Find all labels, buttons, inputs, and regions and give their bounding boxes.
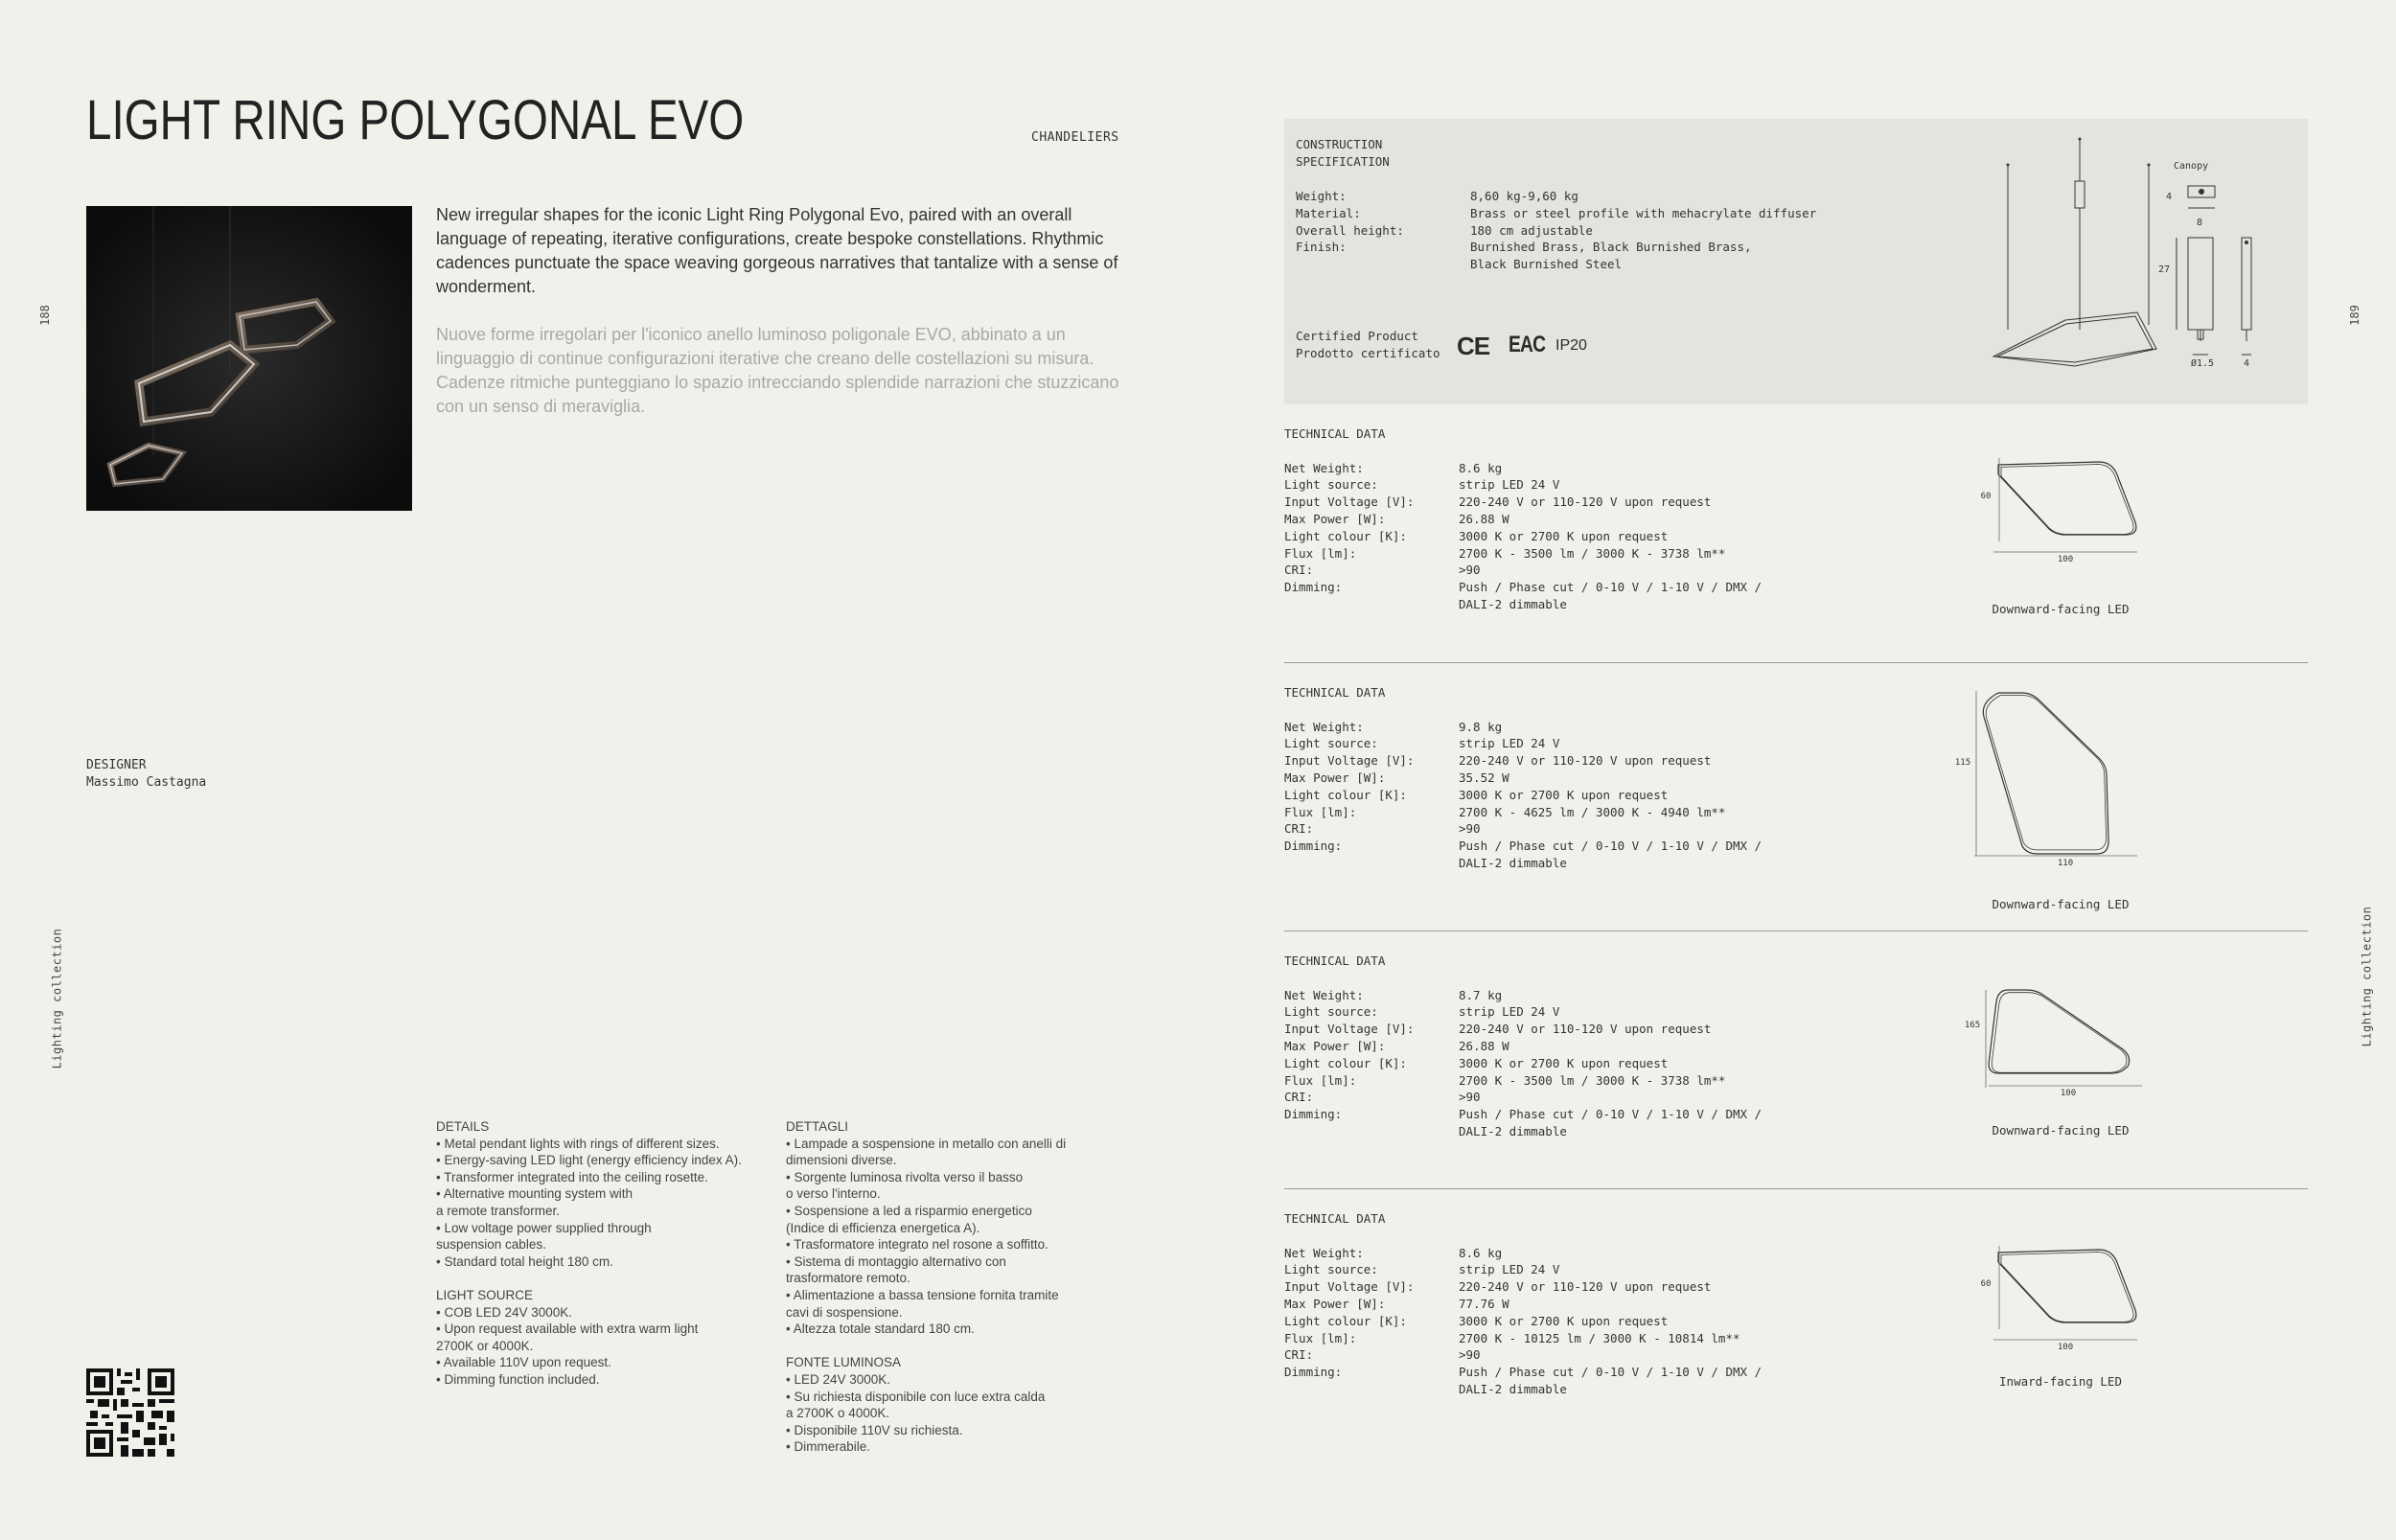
fonte-heading: FONTE LUMINOSA xyxy=(786,1355,902,1370)
technical-data-block xyxy=(1284,425,1955,613)
page-number-right: 189 xyxy=(2347,305,2361,326)
dettagli-line: o verso l'interno. xyxy=(786,1186,881,1202)
tech-row: Light colour [K]: 3000 K or 2700 K upon request xyxy=(1284,528,1669,543)
dettagli-line: (Indice di efficienza energetica A). xyxy=(786,1220,980,1235)
tech-row: Input Voltage [V]: 220-240 V or 110-120 V upon request xyxy=(1284,1279,1712,1295)
tech-row: Light source: strip LED 24 V xyxy=(1284,477,1560,493)
certified-label: Certified Product Prodotto certificato xyxy=(1296,329,1440,360)
details-it xyxy=(786,1118,1131,1456)
light-source-line: • Dimming function included. xyxy=(436,1371,600,1387)
details-line: • Transformer integrated into the ceiling rosette. xyxy=(436,1169,708,1184)
spec-row: Finish: Burnished Brass, Black Burnished Brass, xyxy=(1296,240,1752,255)
details-line: • Alternative mounting system with xyxy=(436,1186,634,1202)
dimension-width: 100 xyxy=(2057,1343,2074,1352)
tech-row: Light colour [K]: 3000 K or 2700 K upon request xyxy=(1284,1055,1669,1070)
fonte-line: a 2700K o 4000K. xyxy=(786,1406,890,1421)
ip-rating: IP20 xyxy=(1555,337,1587,354)
ce-mark-icon: CE xyxy=(1457,332,1490,360)
designer-label: DESIGNER xyxy=(86,758,147,772)
technical-data-heading: TECHNICAL DATA xyxy=(1284,685,1386,700)
technical-data-block xyxy=(1284,684,1955,872)
tech-row: Net Weight: 8.6 kg xyxy=(1284,1245,1503,1260)
tech-row: Flux [lm]: 2700 K - 10125 lm / 3000 K - 10814 lm** xyxy=(1284,1330,1740,1345)
details-heading: DETAILS xyxy=(436,1119,490,1134)
tech-row: Dimming: Push / Phase cut / 0-10 V / 1-10 V / DMX / xyxy=(1284,1107,1762,1122)
dimension-height: 60 xyxy=(1980,1279,1992,1289)
tech-row: Max Power [W]: 35.52 W xyxy=(1284,770,1509,785)
drawing-caption: Downward-facing LED xyxy=(1992,602,2130,616)
details-line: • Standard total height 180 cm. xyxy=(436,1253,613,1269)
light-source-line: • COB LED 24V 3000K. xyxy=(436,1304,573,1320)
dettagli-line: trasformatore remoto. xyxy=(786,1271,910,1286)
construction-heading: CONSTRUCTION SPECIFICATION xyxy=(1296,137,1390,169)
dimension-height: 165 xyxy=(1964,1021,1981,1030)
eac-mark-icon: EAC xyxy=(1509,332,1546,357)
tech-row: CRI: >90 xyxy=(1284,821,1481,837)
dettagli-line: dimensioni diverse. xyxy=(786,1153,897,1168)
pendant-drawing xyxy=(1984,138,2176,397)
tech-row: Dimming: Push / Phase cut / 0-10 V / 1-10 V / DMX / xyxy=(1284,839,1762,854)
details-line: • Low voltage power supplied through xyxy=(436,1220,652,1235)
dettagli-line: • Sistema di montaggio alternativo con xyxy=(786,1253,1006,1269)
category-label: CHANDELIERS xyxy=(1031,130,1119,145)
tech-row: DALI-2 dimmable xyxy=(1459,1381,1567,1396)
page-number-left: 188 xyxy=(37,305,52,326)
tech-row: Flux [lm]: 2700 K - 3500 lm / 3000 K - 3738 lm** xyxy=(1284,1072,1726,1088)
tech-row: Net Weight: 8.6 kg xyxy=(1284,460,1503,475)
dettagli-line: • Sospensione a led a risparmio energetico xyxy=(786,1203,1032,1218)
page-title: LIGHT RING POLYGONAL EVO xyxy=(86,89,745,151)
tech-row: DALI-2 dimmable xyxy=(1459,855,1567,870)
tech-row: Flux [lm]: 2700 K - 4625 lm / 3000 K - 4940 lm** xyxy=(1284,804,1726,819)
construction-rows xyxy=(1296,188,1871,273)
technical-data-heading: TECHNICAL DATA xyxy=(1284,1211,1386,1226)
tech-row: Light source: strip LED 24 V xyxy=(1284,736,1560,751)
tech-row: Light colour [K]: 3000 K or 2700 K upon request xyxy=(1284,1313,1669,1328)
drawing-caption: Inward-facing LED xyxy=(1999,1374,2122,1389)
dettagli-heading: DETTAGLI xyxy=(786,1119,849,1134)
canopy-dim: Ø1.5 xyxy=(2191,358,2215,369)
canopy-dim: 4 xyxy=(2166,192,2173,202)
designer-name: Massimo Castagna xyxy=(86,775,207,790)
ring-shape-drawing xyxy=(1974,450,2147,570)
tech-row: Light source: strip LED 24 V xyxy=(1284,1004,1560,1020)
tech-row: Net Weight: 9.8 kg xyxy=(1284,719,1503,734)
tech-row: CRI: >90 xyxy=(1284,1090,1481,1105)
details-line: a remote transformer. xyxy=(436,1203,561,1218)
qr-code[interactable] xyxy=(86,1368,174,1457)
section-divider xyxy=(1284,662,2308,663)
ring-shape-drawing xyxy=(1974,1238,2147,1358)
details-en xyxy=(436,1118,772,1389)
dimension-width: 110 xyxy=(2057,859,2074,868)
ring-shape-drawing xyxy=(1955,683,2147,885)
tech-row: DALI-2 dimmable xyxy=(1459,596,1567,611)
technical-data-block xyxy=(1284,1210,1955,1398)
dimension-width: 100 xyxy=(2060,1089,2077,1098)
light-source-line: • Available 110V upon request. xyxy=(436,1355,611,1370)
spec-row: Weight: 8,60 kg-9,60 kg xyxy=(1296,189,1578,203)
side-label-left: Lighting collection xyxy=(50,928,64,1069)
light-source-line: 2700K or 4000K. xyxy=(436,1338,534,1353)
spec-row: Material: Brass or steel profile with mehacrylate diffuser xyxy=(1296,205,1817,220)
canopy-drawing xyxy=(2161,176,2295,397)
tech-row: Net Weight: 8.7 kg xyxy=(1284,987,1503,1002)
technical-data-heading: TECHNICAL DATA xyxy=(1284,954,1386,968)
tech-row: Dimming: Push / Phase cut / 0-10 V / 1-10 V / DMX / xyxy=(1284,580,1762,595)
spec-row: Black Burnished Steel xyxy=(1470,257,1623,272)
details-line: • Energy-saving LED light (energy efficiency index A). xyxy=(436,1153,742,1168)
tech-row: Flux [lm]: 2700 K - 3500 lm / 3000 K - 3738 lm** xyxy=(1284,545,1726,561)
tech-row: CRI: >90 xyxy=(1284,1347,1481,1363)
intro-text-en: New irregular shapes for the iconic Light Ring Polygonal Evo, paired with an overall language of repeating, iterative configurations, create bespoke constellations. Rhythmic cadences punctuate the space weaving gorgeous narratives that tantalize with a sense of wonderment. xyxy=(436,205,1118,296)
dettagli-line: • Altezza totale standard 180 cm. xyxy=(786,1322,975,1337)
dettagli-line: • Trasformatore integrato nel rosone a soffitto. xyxy=(786,1237,1048,1253)
tech-row: Light source: strip LED 24 V xyxy=(1284,1262,1560,1277)
drawing-caption: Downward-facing LED xyxy=(1992,897,2130,911)
tech-row: DALI-2 dimmable xyxy=(1459,1123,1567,1138)
dimension-width: 100 xyxy=(2057,555,2074,564)
section-divider xyxy=(1284,1188,2308,1189)
dettagli-line: cavi di sospensione. xyxy=(786,1304,903,1320)
drawing-caption: Downward-facing LED xyxy=(1992,1123,2130,1138)
designer-block xyxy=(86,757,206,792)
canopy-dim: 4 xyxy=(2244,358,2250,369)
spec-row: Overall height: 180 cm adjustable xyxy=(1296,222,1593,238)
side-label-right: Lighting collection xyxy=(2360,906,2374,1047)
light-source-heading: LIGHT SOURCE xyxy=(436,1287,534,1302)
fonte-line: • LED 24V 3000K. xyxy=(786,1371,891,1387)
product-photo xyxy=(86,206,412,511)
dettagli-line: • Lampade a sospensione in metallo con anelli di xyxy=(786,1136,1067,1151)
dimension-height: 60 xyxy=(1980,492,1992,501)
tech-row: Light colour [K]: 3000 K or 2700 K upon request xyxy=(1284,787,1669,802)
ring-shape-drawing xyxy=(1964,982,2152,1116)
fonte-line: • Su richiesta disponibile con luce extra calda xyxy=(786,1389,1046,1404)
tech-row: Max Power [W]: 77.76 W xyxy=(1284,1296,1509,1311)
tech-row: Dimming: Push / Phase cut / 0-10 V / 1-10 V / DMX / xyxy=(1284,1365,1762,1380)
technical-data-heading: TECHNICAL DATA xyxy=(1284,426,1386,441)
dettagli-line: • Alimentazione a bassa tensione fornita tramite xyxy=(786,1287,1059,1302)
tech-row: Max Power [W]: 26.88 W xyxy=(1284,511,1509,526)
dimension-height: 115 xyxy=(1954,758,1971,768)
details-line: suspension cables. xyxy=(436,1237,546,1253)
tech-row: Input Voltage [V]: 220-240 V or 110-120 V upon request xyxy=(1284,753,1712,769)
canopy-dim: 27 xyxy=(2158,264,2171,275)
dettagli-line: • Sorgente luminosa rivolta verso il basso xyxy=(786,1169,1024,1184)
tech-row: Input Voltage [V]: 220-240 V or 110-120 V upon request xyxy=(1284,494,1712,510)
light-source-line: • Upon request available with extra warm light xyxy=(436,1322,699,1337)
tech-row: Input Voltage [V]: 220-240 V or 110-120 V upon request xyxy=(1284,1022,1712,1037)
fonte-line: • Dimmerabile. xyxy=(786,1439,870,1455)
details-line: • Metal pendant lights with rings of different sizes. xyxy=(436,1136,720,1151)
canopy-label: Canopy xyxy=(2174,161,2209,172)
fonte-line: • Disponibile 110V su richiesta. xyxy=(786,1422,963,1437)
tech-row: Max Power [W]: 26.88 W xyxy=(1284,1038,1509,1053)
construction-panel xyxy=(1284,119,2308,404)
technical-data-block xyxy=(1284,953,1955,1140)
tech-row: CRI: >90 xyxy=(1284,563,1481,578)
canopy-dim: 8 xyxy=(2197,218,2203,228)
intro-text-it: Nuove forme irregolari per l'iconico anello luminoso poligonale EVO, abbinato a un linguaggio di continue configurazioni iterative che creano delle costellazioni su misura. Cadenze ritmiche punteggiano lo spazio intrecciando splendide narrazioni che stuzzicano con un senso di meraviglia. xyxy=(436,325,1119,416)
